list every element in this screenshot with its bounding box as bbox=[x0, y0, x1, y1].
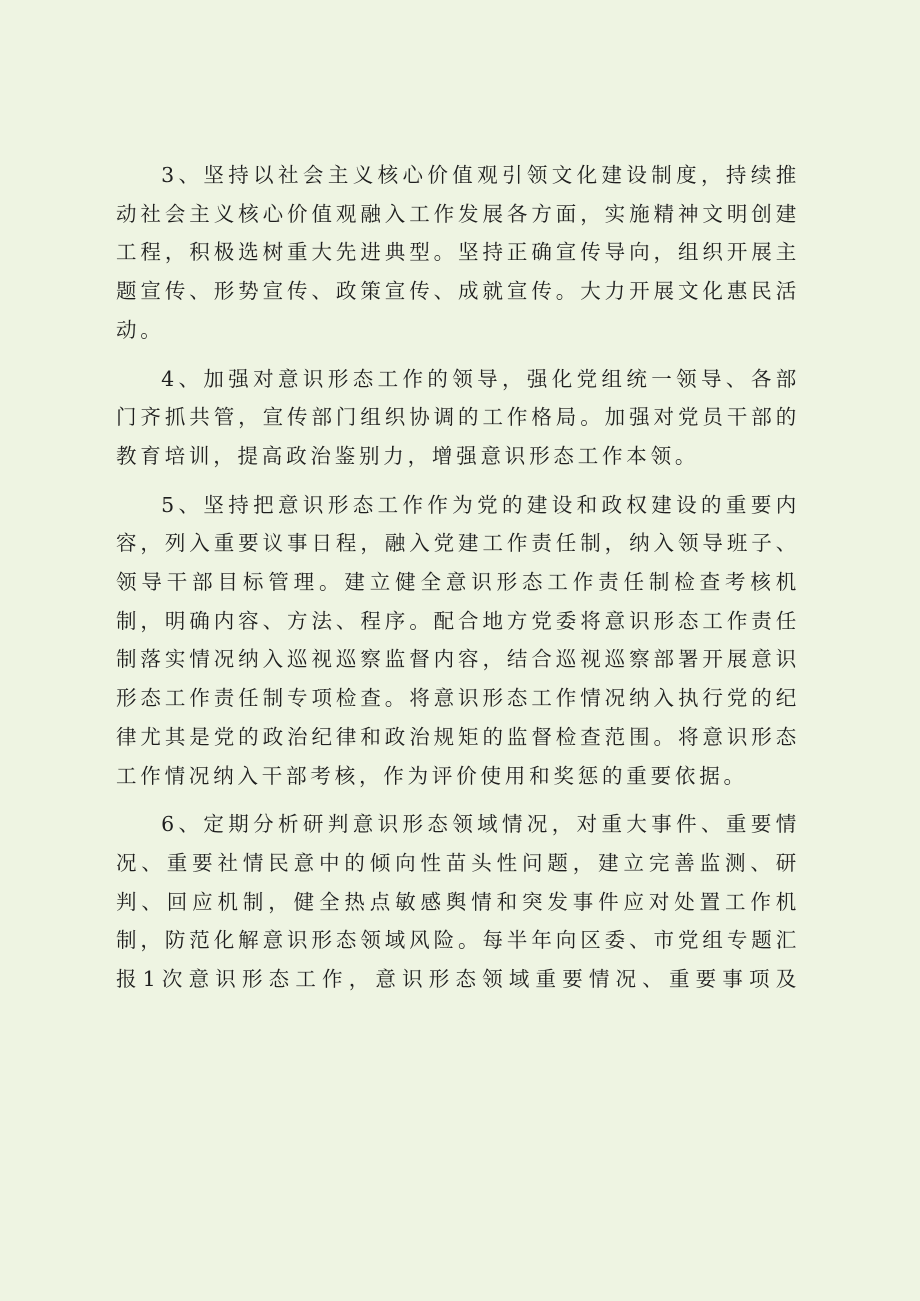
paragraph-item-3: 3、坚持以社会主义核心价值观引领文化建设制度，持续推动社会主义核心价值观融入工作发展各方面，实施精神文明创建工程，积极选树重大先进典型。坚持正确宣传导向，组织开展主题宣传、形势宣传、政策宣传、成就宣传。大力开展文化惠民活动。 bbox=[116, 163, 800, 342]
paragraph-item-4: 4、加强对意识形态工作的领导，强化党组统一领导、各部门齐抓共管，宣传部门组织协调的工作格局。加强对党员干部的教育培训，提高政治鉴别力，增强意识形态工作本领。 bbox=[116, 366, 800, 468]
paragraph-item-6: 6、定期分析研判意识形态领域情况，对重大事件、重要情况、重要社情民意中的倾向性苗头性问题，建立完善监测、研判、回应机制，健全热点敏感舆情和突发事件应对处置工作机制，防范化解意识形态领域风险。每半年向区委、市党组专题汇报1次意识形态工作，意识形态领域重要情况、重要事项及 bbox=[116, 812, 800, 992]
paragraph-item-5: 5、坚持把意识形态工作作为党的建设和政权建设的重要内容，列入重要议事日程，融入党建工作责任制，纳入领导班子、领导干部目标管理。建立健全意识形态工作责任制检查考核机制，明确内容、方法、程序。配合地方党委将意识形态工作责任制落实情况纳入巡视巡察监督内容，结合巡视巡察部署开展意识形态工作责任制专项检查。将意识形态工作情况纳入执行党的纪律尤其是党的政治纪律和政治规矩的监督检查范围。将意识形态工作情况纳入干部考核，作为评价使用和奖惩的重要依据。 bbox=[116, 492, 800, 788]
